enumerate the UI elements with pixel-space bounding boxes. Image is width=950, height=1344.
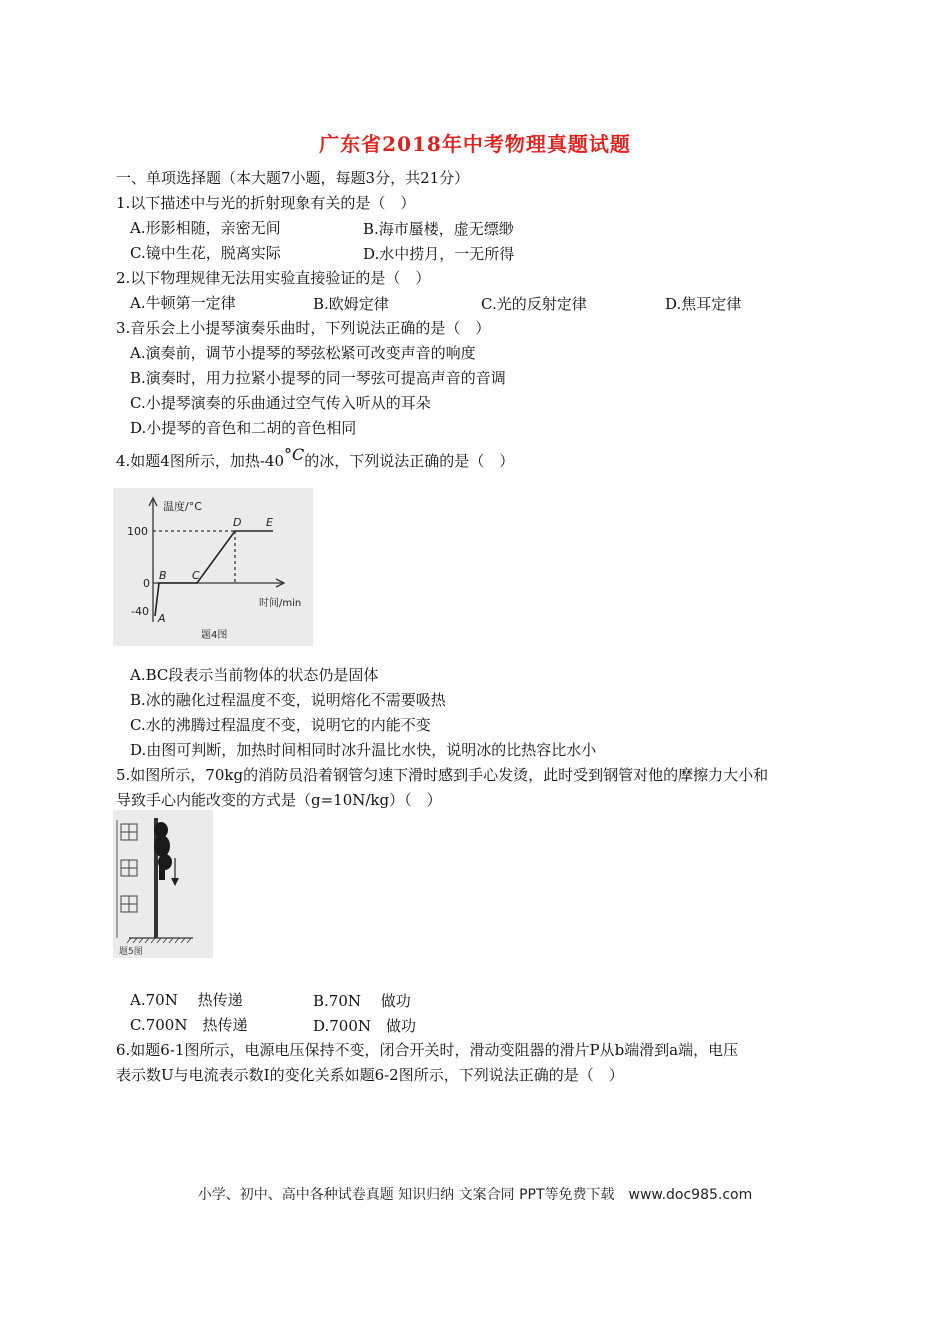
q4-stem bbox=[116, 445, 514, 471]
q5-option-c: C.700N 热传递 bbox=[130, 1016, 248, 1034]
q4-option-c: C.水的沸腾过程温度不变，说明它的内能不变 bbox=[130, 716, 431, 734]
q6-stem-line-1: 6.如题6-1图所示，电源电压保持不变，闭合开关时，滑动变阻器的滑片P从b端滑到a端，电压 bbox=[116, 1041, 739, 1059]
point-a-label: A bbox=[158, 612, 166, 625]
q4-option-a: A.BC段表示当前物体的状态仍是固体 bbox=[130, 666, 379, 684]
q2-option-d: D.焦耳定律 bbox=[665, 295, 742, 313]
q5-option-b: B.70N 做功 bbox=[313, 992, 411, 1010]
q6-stem-line-2: 表示数U与电流表示数I的变化关系如题6-2图所示，下列说法正确的是（ ） bbox=[116, 1066, 624, 1084]
q5-stem-line-1: 5.如图所示，70kg的消防员沿着钢管匀速下滑时感到手心发烫，此时受到钢管对他的摩擦力大小和 bbox=[116, 766, 769, 784]
page-title: 广东省2018年中考物理真题试题 bbox=[319, 132, 631, 156]
tick-0: 0 bbox=[143, 577, 150, 590]
q2-option-c: C.光的反射定律 bbox=[481, 295, 587, 313]
q3-option-c: C.小提琴演奏的乐曲通过空气传入听从的耳朵 bbox=[130, 394, 431, 412]
figure-4-graph bbox=[113, 488, 313, 646]
point-d-label: D bbox=[233, 516, 242, 529]
q1-option-b: B.海市蜃楼，虚无缥缈 bbox=[363, 220, 514, 238]
ground-hatch bbox=[127, 938, 191, 943]
q3-stem: 3.音乐会上小提琴演奏乐曲时，下列说法正确的是（ ） bbox=[116, 319, 491, 337]
q5-option-d: D.700N 做功 bbox=[313, 1017, 417, 1035]
x-axis-label: 时间/min bbox=[259, 598, 302, 609]
q2-option-a: A.牛顿第一定律 bbox=[130, 294, 236, 312]
figure-5-caption: 题5图 bbox=[119, 947, 143, 957]
building-windows bbox=[121, 824, 137, 912]
q1-option-c: C.镜中生花，脱离实际 bbox=[130, 244, 281, 262]
tick-100: 100 bbox=[127, 525, 148, 538]
q4-option-d: D.由图可判断，加热时间相同时冰升温比水快，说明冰的比热容比水小 bbox=[130, 741, 597, 759]
motion-arrow-head bbox=[171, 878, 179, 886]
q3-option-b: B.演奏时，用力拉紧小提琴的同一琴弦可提高声音的音调 bbox=[130, 369, 506, 387]
q4-stem-unit: °C bbox=[284, 445, 305, 464]
q2-option-b: B.欧姆定律 bbox=[313, 295, 389, 313]
q4-stem-post: 的冰，下列说法正确的是（ ） bbox=[304, 452, 515, 470]
q1-option-d: D.水中捞月，一无所得 bbox=[363, 245, 515, 263]
section-heading: 一、单项选择题（本大题7小题，每题3分，共21分） bbox=[116, 169, 470, 187]
q4-stem-pre: 4.如题4图所示，加热-40 bbox=[116, 452, 285, 470]
y-axis-label: 温度/°C bbox=[163, 500, 202, 513]
q5-stem-line-2: 导致手心内能改变的方式是（g=10N/kg）（ ） bbox=[116, 791, 442, 809]
temperature-curve bbox=[155, 531, 273, 616]
figure-4-caption: 题4图 bbox=[201, 630, 228, 641]
q4-option-b: B.冰的融化过程温度不变，说明熔化不需要吸热 bbox=[130, 691, 446, 709]
q1-stem: 1.以下描述中与光的折射现象有关的是（ ） bbox=[116, 194, 416, 212]
q3-option-d: D.小提琴的音色和二胡的音色相同 bbox=[130, 419, 357, 437]
figure-5-firefighter bbox=[113, 810, 213, 958]
q1-option-a: A.形影相随，亲密无间 bbox=[130, 219, 281, 237]
q2-stem: 2.以下物理规律无法用实验直接验证的是（ ） bbox=[116, 269, 431, 287]
point-b-label: B bbox=[159, 569, 167, 582]
q3-option-a: A.演奏前，调节小提琴的琴弦松紧可改变声音的响度 bbox=[130, 344, 476, 362]
tick-minus-40: -40 bbox=[131, 605, 149, 618]
point-e-label: E bbox=[266, 516, 273, 529]
point-c-label: C bbox=[192, 569, 200, 582]
page-footer: 小学、初中、高中各种试卷真题 知识归纳 文案合同 PPT等免费下载 www.doc985.com bbox=[197, 1187, 753, 1203]
q5-option-a: A.70N 热传递 bbox=[130, 991, 243, 1009]
